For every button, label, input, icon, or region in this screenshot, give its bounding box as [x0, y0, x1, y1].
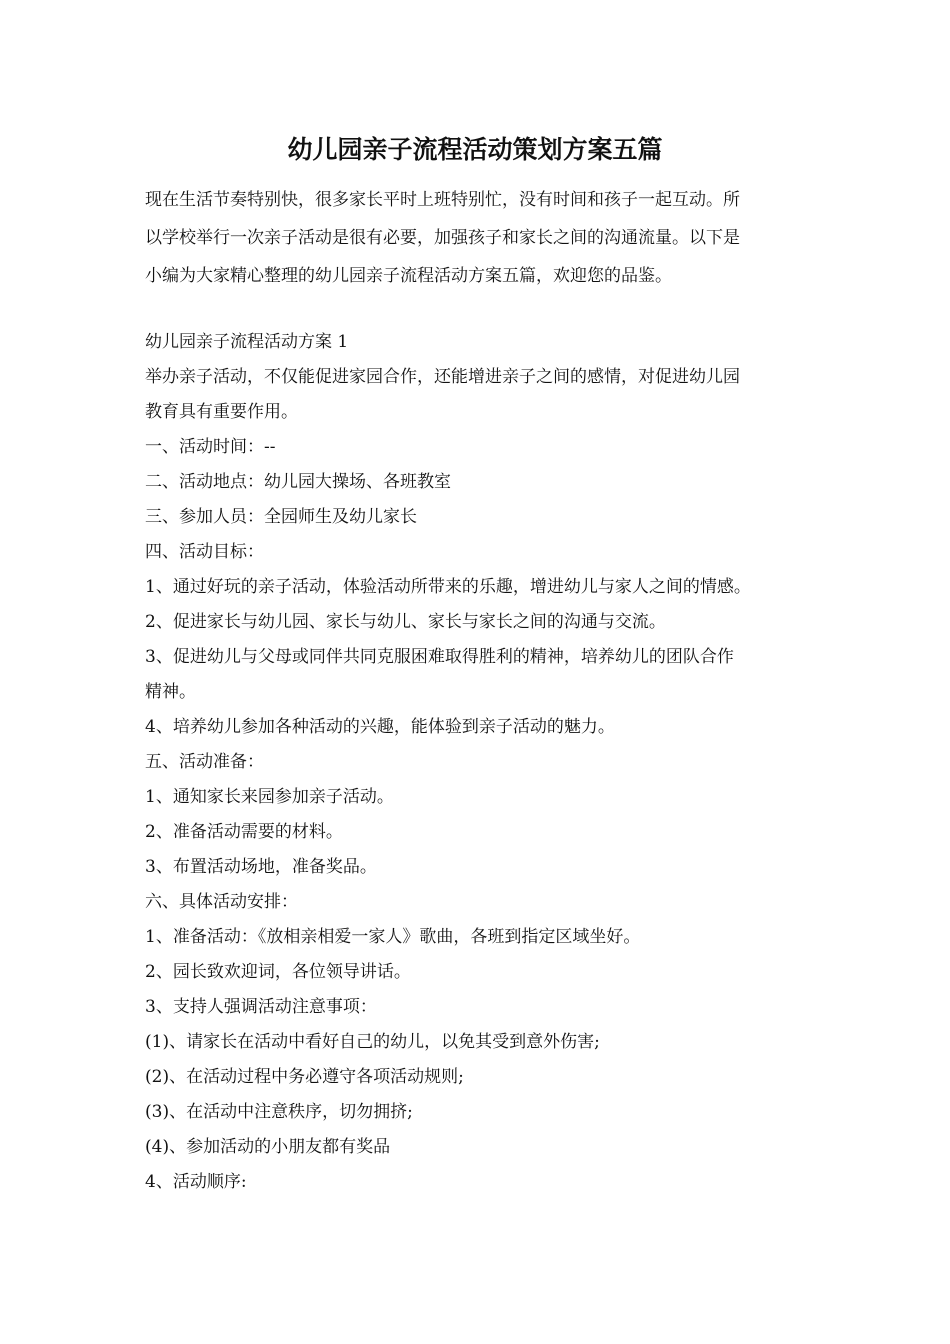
- text-line: 一、活动时间：--: [145, 437, 276, 457]
- text-line: 3、支持人强调活动注意事项：: [145, 997, 377, 1017]
- text-line: 二、活动地点：幼儿园大操场、各班教室: [145, 472, 451, 492]
- text-line: 三、参加人员：全园师生及幼儿家长: [145, 507, 417, 527]
- text-line: 现在生活节奏特别快，很多家长平时上班特别忙，没有时间和孩子一起互动。所: [145, 190, 740, 210]
- text-line: (1)、请家长在活动中看好自己的幼儿，以免其受到意外伤害;: [145, 1032, 600, 1052]
- text-line: 教育具有重要作用。: [145, 402, 298, 422]
- text-line: 1、通知家长来园参加亲子活动。: [145, 787, 394, 807]
- text-line: 精神。: [145, 682, 196, 702]
- text-line: 举办亲子活动，不仅能促进家园合作，还能增进亲子之间的感情，对促进幼儿园: [145, 367, 740, 387]
- text-line: 4、活动顺序:: [145, 1172, 247, 1192]
- intro-paragraph: [145, 181, 810, 295]
- text-line: 4、培养幼儿参加各种活动的兴趣，能体验到亲子活动的魅力。: [145, 717, 615, 737]
- text-line: 六、具体活动安排：: [145, 892, 298, 912]
- section-heading: 幼儿园亲子流程活动方案 1: [145, 332, 349, 352]
- text-line: (4)、参加活动的小朋友都有奖品: [145, 1137, 391, 1157]
- text-line: (3)、在活动中注意秩序，切勿拥挤;: [145, 1102, 413, 1122]
- text-line: (2)、在活动过程中务必遵守各项活动规则;: [145, 1067, 464, 1087]
- document-title: 幼儿园亲子流程活动策划方案五篇: [287, 135, 663, 164]
- text-line: 1、通过好玩的亲子活动，体验活动所带来的乐趣，增进幼儿与家人之间的情感。: [145, 577, 751, 597]
- text-line: 五、活动准备：: [145, 752, 264, 772]
- text-line: 以学校举行一次亲子活动是很有必要，加强孩子和家长之间的沟通流量。以下是: [145, 228, 740, 248]
- text-line: 2、准备活动需要的材料。: [145, 822, 343, 842]
- text-line: 2、促进家长与幼儿园、家长与幼儿、家长与家长之间的沟通与交流。: [145, 612, 666, 632]
- document-body: [145, 325, 810, 1200]
- text-line: 1、准备活动：《放相亲相爱一家人》歌曲，各班到指定区域坐好。: [145, 927, 641, 947]
- text-line: 四、活动目标：: [145, 542, 264, 562]
- text-line: 3、布置活动场地，准备奖品。: [145, 857, 377, 877]
- text-line: 3、促进幼儿与父母或同伴共同克服困难取得胜利的精神，培养幼儿的团队合作: [145, 647, 734, 667]
- text-line: 2、园长致欢迎词，各位领导讲话。: [145, 962, 411, 982]
- text-line: 小编为大家精心整理的幼儿园亲子流程活动方案五篇，欢迎您的品鉴。: [145, 266, 672, 286]
